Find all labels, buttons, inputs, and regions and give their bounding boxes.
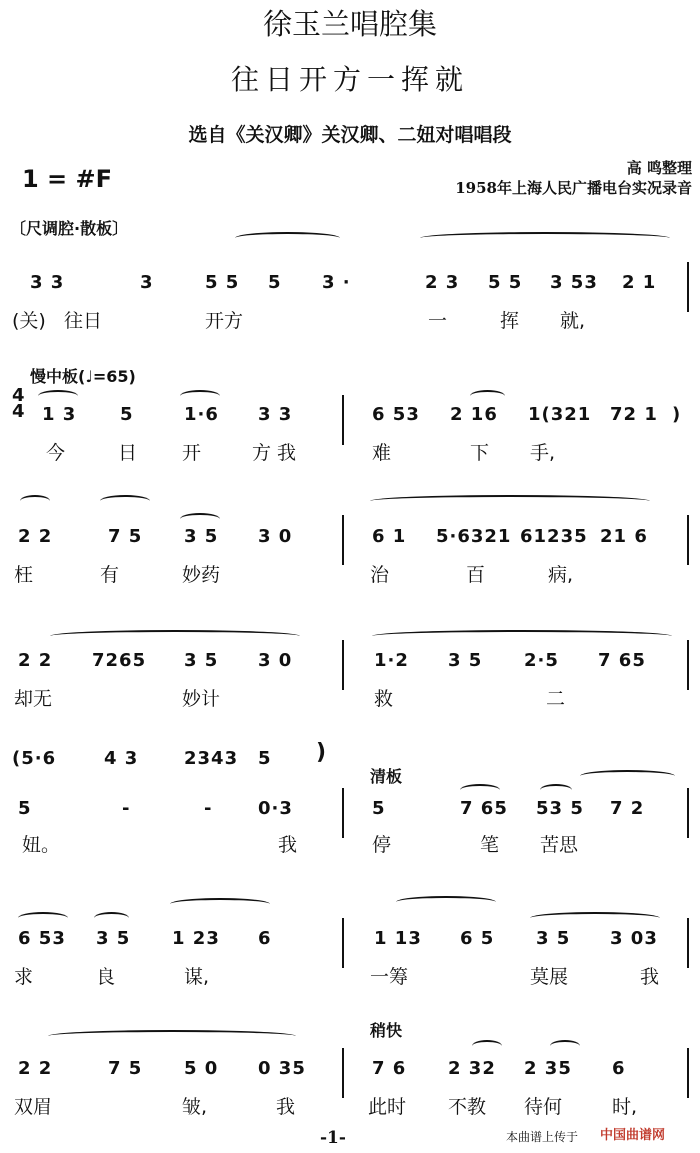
slur	[94, 912, 129, 924]
lyric: 挥	[500, 310, 520, 332]
lyric: 不教	[448, 1096, 487, 1118]
page-number: -1-	[320, 1128, 346, 1148]
lyric: 此时	[368, 1096, 407, 1118]
slur	[50, 630, 300, 642]
note-group: 6 1	[372, 526, 407, 547]
slur	[48, 1030, 296, 1042]
song-title: 往日开方一挥就	[230, 63, 469, 96]
lyric: 双眉	[14, 1096, 53, 1118]
arranger: 高 鸣整理	[626, 159, 692, 177]
note-group: 2 16	[450, 404, 498, 425]
slur	[470, 390, 505, 402]
note-group: 3 5	[184, 526, 219, 547]
slur	[396, 896, 496, 908]
note-group: 7 2	[610, 798, 645, 819]
tempo-marking: 清板	[370, 767, 403, 786]
note-group: 4 3	[104, 748, 139, 769]
lyric: 难	[372, 442, 392, 464]
note-group: 1·2	[374, 650, 409, 671]
note-group: 3 03	[610, 928, 658, 949]
time-signature: 4 4	[12, 385, 26, 422]
note-group: 2 1	[622, 272, 657, 293]
note-group: 6	[258, 928, 272, 949]
lyric: 二	[546, 688, 566, 710]
note-group: 2 2	[18, 526, 53, 547]
note-group: 1·6	[184, 404, 219, 425]
note-group: 5	[268, 272, 282, 293]
note-group: 5	[372, 798, 386, 819]
barline	[687, 262, 689, 312]
slur	[472, 1040, 502, 1052]
lyric: 莫展	[530, 966, 569, 988]
slur	[235, 232, 340, 244]
note-group: 6 53	[372, 404, 420, 425]
barline	[687, 640, 689, 690]
note-group: 2 32	[448, 1058, 496, 1079]
note-group: -	[204, 798, 213, 819]
note-group: 2·5	[524, 650, 559, 671]
note-group: 5 5	[205, 272, 240, 293]
note-group: 61235	[520, 526, 588, 547]
lyric: 开方	[205, 310, 244, 332]
lyric: 手,	[530, 442, 556, 464]
note-group: 7 65	[460, 798, 508, 819]
note-group: 3 5	[184, 650, 219, 671]
lyric: 妙计	[182, 688, 221, 710]
lyric: 皱,	[182, 1096, 208, 1118]
barline	[342, 515, 344, 565]
site-logo: 中国曲谱网	[600, 1128, 666, 1143]
lyric: 苦思	[540, 834, 579, 856]
note-group: 5	[258, 748, 272, 769]
barline	[687, 788, 689, 838]
lyric: 良	[96, 966, 116, 988]
note-group: 2 2	[18, 1058, 53, 1079]
lyric: 妞。	[22, 834, 61, 856]
note-group: )	[672, 404, 682, 425]
note-group: 5	[18, 798, 32, 819]
note-group: 2 35	[524, 1058, 572, 1079]
upload-note: 本曲谱上传于	[506, 1130, 579, 1144]
key-signature: 1 = #F	[22, 165, 113, 193]
slur	[372, 630, 672, 642]
note-group: 3 3	[30, 272, 65, 293]
barline	[342, 918, 344, 968]
slur	[540, 784, 572, 796]
lyric: 时,	[612, 1096, 638, 1118]
collection-title: 徐玉兰唱腔集	[262, 7, 437, 41]
lyric: 治	[370, 564, 390, 586]
tempo-marking: 慢中板(♩=65)	[30, 367, 136, 386]
source-line: 选自《关汉卿》关汉卿、二妞对唱唱段	[188, 124, 512, 146]
barline	[687, 515, 689, 565]
note-group: 7 5	[108, 526, 143, 547]
slur	[530, 912, 660, 924]
slur	[20, 495, 50, 507]
lyric: 往日	[64, 310, 103, 332]
slur	[580, 770, 675, 782]
note-group: 7 5	[108, 1058, 143, 1079]
tempo-marking: 〔尺调腔·散板〕	[10, 219, 129, 238]
credits	[300, 158, 692, 198]
lyric: 停	[372, 834, 392, 856]
lyric: 却无	[14, 688, 53, 710]
note-group: 7 6	[372, 1058, 407, 1079]
note-group: 5·6321	[436, 526, 512, 547]
lyric: 救	[374, 688, 394, 710]
note-group: 1(321	[528, 404, 592, 425]
lyric: 我	[640, 966, 660, 988]
slur	[180, 390, 220, 402]
lyric: 笔	[480, 834, 500, 856]
lyric: 方 我	[252, 442, 297, 464]
barline	[687, 918, 689, 968]
lyric: 一筹	[370, 966, 409, 988]
barline	[342, 395, 344, 445]
note-group: 7265	[92, 650, 147, 671]
note-group: 3 5	[96, 928, 131, 949]
lyric: 下	[470, 442, 490, 464]
note-group: 3 ·	[322, 272, 351, 293]
lyric: 谋,	[184, 966, 210, 988]
note-group: 72 1	[610, 404, 658, 425]
slur	[460, 784, 500, 796]
lyric: (关)	[12, 310, 46, 332]
note-group: 2343	[184, 748, 239, 769]
note-group: 1 13	[374, 928, 422, 949]
lyric: 有	[100, 564, 120, 586]
note-group: 5 0	[184, 1058, 219, 1079]
lyric: 日	[118, 442, 138, 464]
barline	[342, 640, 344, 690]
lyric: 我	[276, 1096, 296, 1118]
note-group: 3 3	[258, 404, 293, 425]
note-group: 5	[120, 404, 134, 425]
note-group: 21 6	[600, 526, 648, 547]
lyric: 妙药	[182, 564, 221, 586]
tempo-marking: 稍快	[370, 1021, 403, 1040]
note-group: 6	[612, 1058, 626, 1079]
note-group: 5 5	[488, 272, 523, 293]
slur	[18, 912, 68, 924]
lyric: 病,	[548, 564, 574, 586]
note-group: 3 0	[258, 526, 293, 547]
note-group: (5·6	[12, 748, 57, 769]
slur	[38, 390, 78, 402]
note-group: 3 5	[448, 650, 483, 671]
note-group: 0 35	[258, 1058, 306, 1079]
note-group: 0·3	[258, 798, 293, 819]
note-group: 2 3	[425, 272, 460, 293]
note-group: 53 5	[536, 798, 584, 819]
note-group: 7 65	[598, 650, 646, 671]
note-group: 1 23	[172, 928, 220, 949]
recording-info: 1958年上海人民广播电台实况录音	[455, 179, 692, 197]
note-group: 1 3	[42, 404, 77, 425]
note-group: -	[122, 798, 131, 819]
slur	[420, 232, 670, 244]
lyric: 开	[182, 442, 202, 464]
lyric: 今	[46, 442, 66, 464]
note-group: 3 53	[550, 272, 598, 293]
note-group: 3 5	[536, 928, 571, 949]
lyric: 求	[14, 966, 34, 988]
lyric: 就,	[560, 310, 586, 332]
note-group: 2 2	[18, 650, 53, 671]
slur	[100, 495, 150, 507]
lyric: 一	[428, 310, 448, 332]
note-group: 3 0	[258, 650, 293, 671]
slur	[370, 495, 650, 507]
slur	[170, 898, 270, 910]
barline	[342, 1048, 344, 1098]
slur	[550, 1040, 580, 1052]
barline	[687, 1048, 689, 1098]
barline	[342, 788, 344, 838]
slur	[180, 513, 220, 525]
note-group: 3	[140, 272, 154, 293]
note-group: )	[316, 740, 328, 765]
lyric: 我	[278, 834, 298, 856]
note-group: 6 53	[18, 928, 66, 949]
lyric: 百	[466, 564, 486, 586]
note-group: 6 5	[460, 928, 495, 949]
lyric: 枉	[14, 564, 34, 586]
lyric: 待何	[524, 1096, 563, 1118]
